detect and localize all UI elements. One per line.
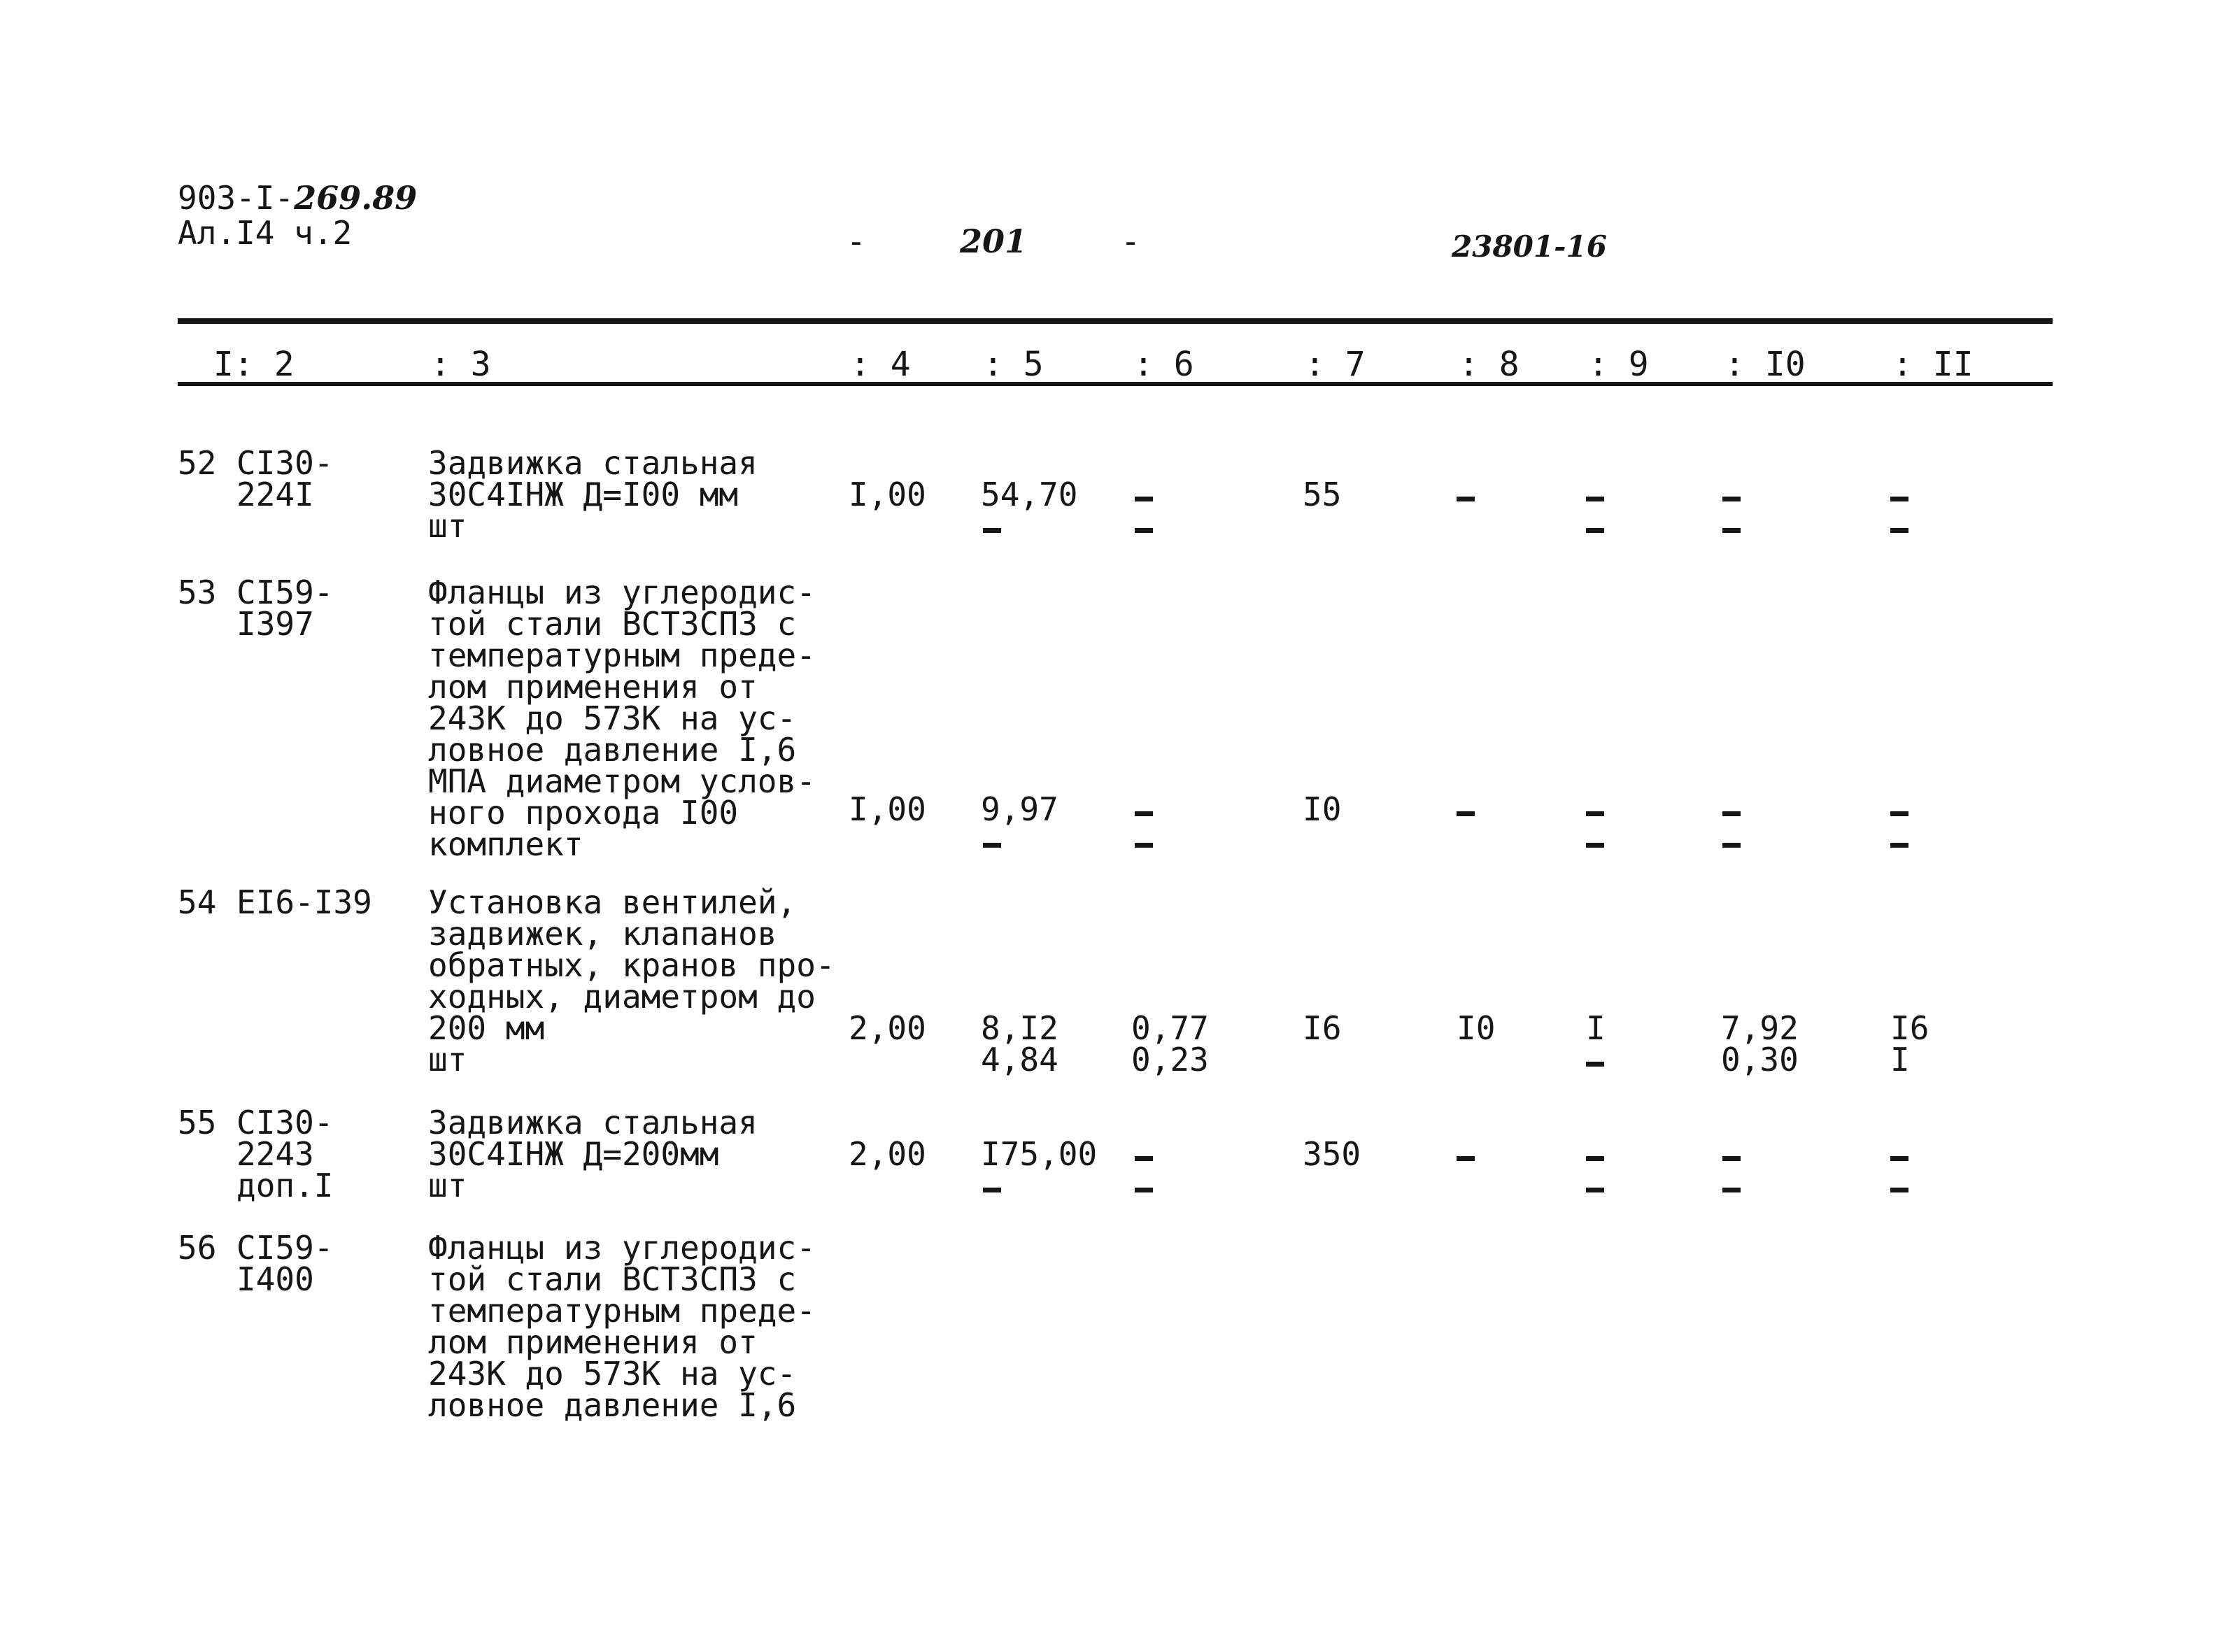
row-qty: 2,00: [849, 1009, 926, 1047]
page-dash-right: -: [1121, 222, 1140, 260]
row-number: 55: [178, 1104, 217, 1141]
dash-col10: [1722, 1156, 1741, 1161]
archive-number: 23801-16: [1452, 229, 1607, 264]
page-dash-left: -: [847, 222, 866, 260]
row-code: CI30- 2243 доп.I: [236, 1104, 334, 1204]
dash-col8: [1457, 497, 1475, 501]
row-col7: 350: [1303, 1135, 1361, 1173]
row-col6-sub: 0,23: [1131, 1041, 1209, 1078]
row-code: EI6-I39: [236, 883, 372, 921]
album-label: Ал.I4 ч.2: [178, 214, 353, 252]
header-top-rule: [178, 318, 2053, 324]
row-code: CI59- I397: [236, 574, 334, 643]
row-description: Задвижка стальная 30С4IНЖ Д=I00 мм шт: [428, 444, 758, 545]
row-description: Установка вентилей, задвижек, клапанов обратных, кранов про- ходных, диаметром до 200 мм шт: [428, 883, 835, 1078]
dash-col11: [1890, 497, 1908, 501]
row-number: 54: [178, 883, 217, 921]
dash-col11-sub: [1890, 843, 1908, 848]
dash-col5-sub: [983, 528, 1001, 533]
page-number: 201: [959, 222, 1028, 260]
column-header-5: : 5: [983, 345, 1044, 384]
row-col11-sub: I: [1890, 1041, 1910, 1078]
doc-code-prefix: 903-I-: [178, 179, 295, 217]
document-code: [178, 180, 417, 250]
row-qty: I,00: [849, 790, 926, 828]
dash-col11: [1890, 1156, 1908, 1161]
column-header-8: : 8: [1459, 345, 1520, 384]
dash-col6: [1135, 1156, 1153, 1161]
column-header-7: : 7: [1305, 345, 1366, 384]
dash-col11: [1890, 811, 1908, 816]
row-col10: 7,92: [1721, 1009, 1799, 1047]
dash-col6: [1135, 811, 1153, 816]
row-description: Фланцы из углеродис- той стали ВСТ3СП3 с температурным преде- лом применения от 243К до 573К на ус- ловное давление I,6: [428, 1229, 816, 1424]
dash-col6-sub: [1135, 1188, 1153, 1192]
column-header-3: : 3: [430, 345, 491, 384]
page-number-block: [847, 222, 1140, 260]
row-col5-sub: 4,84: [981, 1041, 1058, 1078]
row-col5: 54,70: [981, 476, 1078, 513]
row-number: 53: [178, 574, 217, 611]
dash-col11-sub: [1890, 528, 1908, 533]
row-description: Фланцы из углеродис- той стали ВСТ3СП3 с температурным преде- лом применения от 243К до 573К на ус- ловное давление I,6 МПА диаметром услов- ного прохода I00 комплект: [428, 574, 816, 863]
dash-col6: [1135, 497, 1153, 501]
row-col8: I0: [1457, 1009, 1496, 1047]
dash-col9-sub: [1586, 843, 1604, 848]
row-col11: I6: [1890, 1009, 1929, 1047]
row-col7: I6: [1303, 1009, 1342, 1047]
column-header-10: : I0: [1724, 345, 1806, 384]
row-col5: I75,00: [981, 1135, 1098, 1173]
row-qty: 2,00: [849, 1135, 926, 1173]
row-col9: I: [1586, 1009, 1606, 1047]
dash-col9-sub: [1586, 1062, 1604, 1067]
dash-col11-sub: [1890, 1188, 1908, 1192]
dash-col9-sub: [1586, 528, 1604, 533]
dash-col8: [1457, 1156, 1475, 1161]
dash-col9-sub: [1586, 1188, 1604, 1192]
dash-col9: [1586, 497, 1604, 501]
dash-col6-sub: [1135, 843, 1153, 848]
row-col7: I0: [1303, 790, 1342, 828]
row-code: CI59- I400: [236, 1229, 334, 1298]
column-header-6: : 6: [1133, 345, 1194, 384]
dash-col6-sub: [1135, 528, 1153, 533]
row-description: Задвижка стальная 30С4IНЖ Д=200мм шт: [428, 1104, 758, 1204]
column-header-9: : 9: [1588, 345, 1649, 384]
row-number: 52: [178, 444, 217, 482]
row-number: 56: [178, 1229, 217, 1267]
dash-col9: [1586, 811, 1604, 816]
dash-col10: [1722, 811, 1741, 816]
dash-col10-sub: [1722, 843, 1741, 848]
row-qty: I,00: [849, 476, 926, 513]
column-header-11: : II: [1892, 345, 1974, 384]
row-col5: 9,97: [981, 790, 1058, 828]
row-code: CI30- 224I: [236, 444, 334, 513]
row-col10-sub: 0,30: [1721, 1041, 1799, 1078]
dash-col9: [1586, 1156, 1604, 1161]
row-col7: 55: [1303, 476, 1342, 513]
dash-col5-sub: [983, 1188, 1001, 1192]
row-col5: 8,I2: [981, 1009, 1058, 1047]
column-header-1-2: I: 2: [213, 345, 295, 384]
row-col6: 0,77: [1131, 1009, 1209, 1047]
column-header-4: : 4: [850, 345, 911, 384]
dash-col10-sub: [1722, 528, 1741, 533]
dash-col5-sub: [983, 843, 1001, 848]
dash-col8: [1457, 811, 1475, 816]
doc-code-handwritten: 269.89: [294, 179, 418, 217]
dash-col10-sub: [1722, 1188, 1741, 1192]
dash-col10: [1722, 497, 1741, 501]
